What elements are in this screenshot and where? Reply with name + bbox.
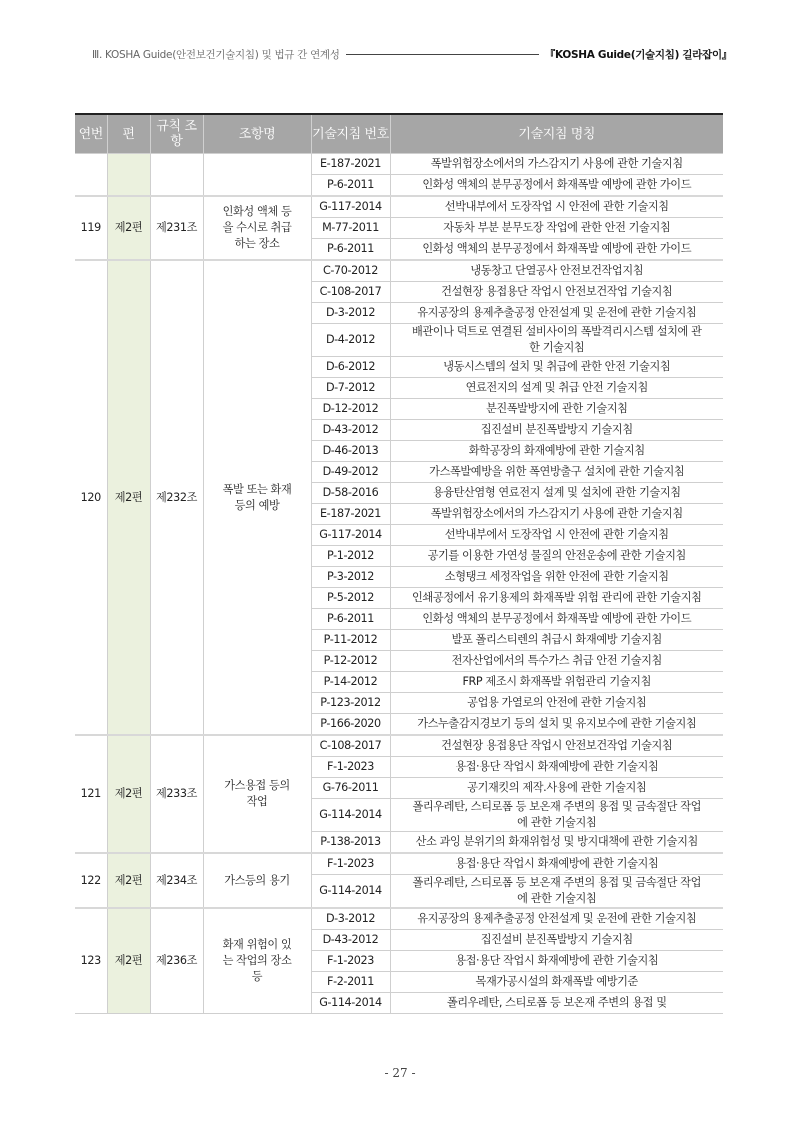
guide-title: 배관이나 덕트로 연결된 설비사이의 폭발격리시스템 설치에 관한 기술지침 xyxy=(390,324,723,357)
article-cell: 제234조 xyxy=(150,853,203,908)
guide-code: D-12-2012 xyxy=(311,399,390,420)
guide-title: 냉동시스템의 설치 및 취급에 관한 안전 기술지침 xyxy=(390,357,723,378)
guide-title: 가스폭발예방을 위한 폭연방출구 설치에 관한 기술지침 xyxy=(390,462,723,483)
article-name-cell: 폭발 또는 화재 등의 예방 xyxy=(203,260,311,735)
col-header-guide-title: 기술지침 명칭 xyxy=(390,114,723,154)
header-rule xyxy=(346,54,539,55)
guide-title: 집진설비 분진폭발방지 기술지침 xyxy=(390,420,723,441)
guide-code: P-6-2011 xyxy=(311,239,390,261)
guide-code: G-117-2014 xyxy=(311,196,390,218)
guide-code: G-76-2011 xyxy=(311,778,390,799)
guide-code: E-187-2021 xyxy=(311,504,390,525)
pyeon-cell: 제2편 xyxy=(107,853,150,908)
guide-title: 선박내부에서 도장작업 시 안전에 관한 기술지침 xyxy=(390,525,723,546)
row-number: 120 xyxy=(75,260,107,735)
guide-title: 용접·용단 작업시 화재예방에 관한 기술지침 xyxy=(390,951,723,972)
guide-code: P-14-2012 xyxy=(311,672,390,693)
guide-title: 폴리우레탄, 스티로폼 등 보온재 주변의 용접 및 xyxy=(390,993,723,1014)
guide-code: F-1-2023 xyxy=(311,757,390,778)
pyeon-cell: 제2편 xyxy=(107,908,150,1014)
table-header-row xyxy=(75,114,723,154)
guide-code: D-43-2012 xyxy=(311,930,390,951)
table-row xyxy=(75,260,723,282)
article-cell xyxy=(150,154,203,197)
guide-title: 선박내부에서 도장작업 시 안전에 관한 기술지침 xyxy=(390,196,723,218)
running-header xyxy=(92,44,732,64)
table-row xyxy=(75,908,723,930)
row-number: 121 xyxy=(75,735,107,853)
guide-title: 가스누출감지경보기 등의 설치 및 유지보수에 관한 기술지침 xyxy=(390,714,723,736)
table-row xyxy=(75,154,723,175)
row-number: 122 xyxy=(75,853,107,908)
guide-title: 용융탄산염형 연료전지 설계 및 설치에 관한 기술지침 xyxy=(390,483,723,504)
guide-title: 연료전지의 설계 및 취급 안전 기술지침 xyxy=(390,378,723,399)
guide-code: D-3-2012 xyxy=(311,303,390,324)
guide-title: 용접·용단 작업시 화재예방에 관한 기술지침 xyxy=(390,757,723,778)
col-header-no: 연번 xyxy=(75,114,107,154)
guide-title: 건설현장 용접용단 작업시 안전보건작업 기술지침 xyxy=(390,735,723,757)
guide-title: 분진폭발방지에 관한 기술지침 xyxy=(390,399,723,420)
pyeon-cell: 제2편 xyxy=(107,735,150,853)
guide-code: D-4-2012 xyxy=(311,324,390,357)
col-header-guide-code: 기술지침 번호 xyxy=(311,114,390,154)
guide-title: 화학공장의 화재예방에 관한 기술지침 xyxy=(390,441,723,462)
table-body xyxy=(75,154,723,1014)
guide-code: C-108-2017 xyxy=(311,282,390,303)
guide-title: 공업용 가열로의 안전에 관한 기술지침 xyxy=(390,693,723,714)
col-header-pyeon: 편 xyxy=(107,114,150,154)
guide-title: 인쇄공정에서 유기용제의 화재폭발 위험 관리에 관한 기술지침 xyxy=(390,588,723,609)
pyeon-cell xyxy=(107,154,150,197)
guide-title: 인화성 액체의 분무공정에서 화재폭발 예방에 관한 가이드 xyxy=(390,609,723,630)
guide-title: 집진설비 분진폭발방지 기술지침 xyxy=(390,930,723,951)
guide-title: FRP 제조시 화재폭발 위험관리 기술지침 xyxy=(390,672,723,693)
guide-code: P-5-2012 xyxy=(311,588,390,609)
guide-code: D-58-2016 xyxy=(311,483,390,504)
guide-code: G-117-2014 xyxy=(311,525,390,546)
guide-code: D-49-2012 xyxy=(311,462,390,483)
guide-code: F-1-2023 xyxy=(311,951,390,972)
guide-code: D-3-2012 xyxy=(311,908,390,930)
guide-title: 용접·용단 작업시 화재예방에 관한 기술지침 xyxy=(390,853,723,875)
guide-code: P-12-2012 xyxy=(311,651,390,672)
guide-title: 냉동창고 단열공사 안전보건작업지침 xyxy=(390,260,723,282)
col-header-article: 규칙 조항 xyxy=(150,114,203,154)
guide-code: P-1-2012 xyxy=(311,546,390,567)
guide-title: 인화성 액체의 분무공정에서 화재폭발 예방에 관한 가이드 xyxy=(390,239,723,261)
guide-title: 폭발위험장소에서의 가스감지기 사용에 관한 기술지침 xyxy=(390,154,723,175)
guide-title: 자동차 부분 분무도장 작업에 관한 안전 기술지침 xyxy=(390,218,723,239)
guide-code: C-70-2012 xyxy=(311,260,390,282)
guide-title: 산소 과잉 분위기의 화재위험성 및 방지대책에 관한 기술지침 xyxy=(390,832,723,854)
article-cell: 제232조 xyxy=(150,260,203,735)
guide-title: 유지공장의 용제추출공정 안전설계 및 운전에 관한 기술지침 xyxy=(390,303,723,324)
guide-code: P-123-2012 xyxy=(311,693,390,714)
pyeon-cell: 제2편 xyxy=(107,196,150,260)
table-row xyxy=(75,196,723,218)
guide-title: 폴리우레탄, 스티로폼 등 보온재 주변의 용접 및 금속절단 작업에 관한 기술지침 xyxy=(390,799,723,832)
row-number xyxy=(75,154,107,197)
guide-code: D-43-2012 xyxy=(311,420,390,441)
guide-code: P-166-2020 xyxy=(311,714,390,736)
guide-code: P-11-2012 xyxy=(311,630,390,651)
article-cell: 제236조 xyxy=(150,908,203,1014)
guide-code: D-7-2012 xyxy=(311,378,390,399)
article-name-cell: 가스등의 용기 xyxy=(203,853,311,908)
guide-code: G-114-2014 xyxy=(311,993,390,1014)
guide-code: G-114-2014 xyxy=(311,875,390,909)
table-row xyxy=(75,853,723,875)
guide-title: 공기를 이용한 가연성 물질의 안전운송에 관한 기술지침 xyxy=(390,546,723,567)
document-title: 『KOSHA Guide(기술지침) 길라잡이』 xyxy=(544,48,732,61)
guide-code: F-1-2023 xyxy=(311,853,390,875)
article-cell: 제231조 xyxy=(150,196,203,260)
guide-code: D-46-2013 xyxy=(311,441,390,462)
guide-title: 목재가공시설의 화재폭발 예방기준 xyxy=(390,972,723,993)
guide-regulation-table xyxy=(75,113,723,1014)
guide-title: 발포 폴리스티렌의 취급시 화재예방 기술지침 xyxy=(390,630,723,651)
pyeon-cell: 제2편 xyxy=(107,260,150,735)
article-name-cell: 인화성 액체 등을 수시로 취급하는 장소 xyxy=(203,196,311,260)
guide-title: 소형탱크 세정작업을 위한 안전에 관한 기술지침 xyxy=(390,567,723,588)
row-number: 119 xyxy=(75,196,107,260)
guide-code: D-6-2012 xyxy=(311,357,390,378)
guide-title: 인화성 액체의 분무공정에서 화재폭발 예방에 관한 가이드 xyxy=(390,175,723,197)
guide-code: M-77-2011 xyxy=(311,218,390,239)
guide-title: 폴리우레탄, 스티로폼 등 보온재 주변의 용접 및 금속절단 작업에 관한 기술지침 xyxy=(390,875,723,909)
guide-code: G-114-2014 xyxy=(311,799,390,832)
article-name-cell: 가스용접 등의 작업 xyxy=(203,735,311,853)
page-number: - 27 - xyxy=(384,1066,416,1080)
guide-title: 건설현장 용접용단 작업시 안전보건작업 기술지침 xyxy=(390,282,723,303)
guide-title: 전자산업에서의 특수가스 취급 안전 기술지침 xyxy=(390,651,723,672)
guide-code: E-187-2021 xyxy=(311,154,390,175)
guide-code: P-6-2011 xyxy=(311,609,390,630)
row-number: 123 xyxy=(75,908,107,1014)
chapter-title: Ⅲ. KOSHA Guide(안전보건기술지침) 및 법규 간 연계성 xyxy=(92,48,340,61)
guide-code: P-3-2012 xyxy=(311,567,390,588)
guide-title: 폭발위험장소에서의 가스감지기 사용에 관한 기술지침 xyxy=(390,504,723,525)
col-header-article-name: 조항명 xyxy=(203,114,311,154)
article-name-cell: 화재 위험이 있는 작업의 장소 등 xyxy=(203,908,311,1014)
guide-code: F-2-2011 xyxy=(311,972,390,993)
guide-title: 공기재킷의 제작.사용에 관한 기술지침 xyxy=(390,778,723,799)
guide-code: C-108-2017 xyxy=(311,735,390,757)
guide-title: 유지공장의 용제추출공정 안전설계 및 운전에 관한 기술지침 xyxy=(390,908,723,930)
guide-code: P-6-2011 xyxy=(311,175,390,197)
article-cell: 제233조 xyxy=(150,735,203,853)
article-name-cell xyxy=(203,154,311,197)
table-row xyxy=(75,735,723,757)
guide-code: P-138-2013 xyxy=(311,832,390,854)
